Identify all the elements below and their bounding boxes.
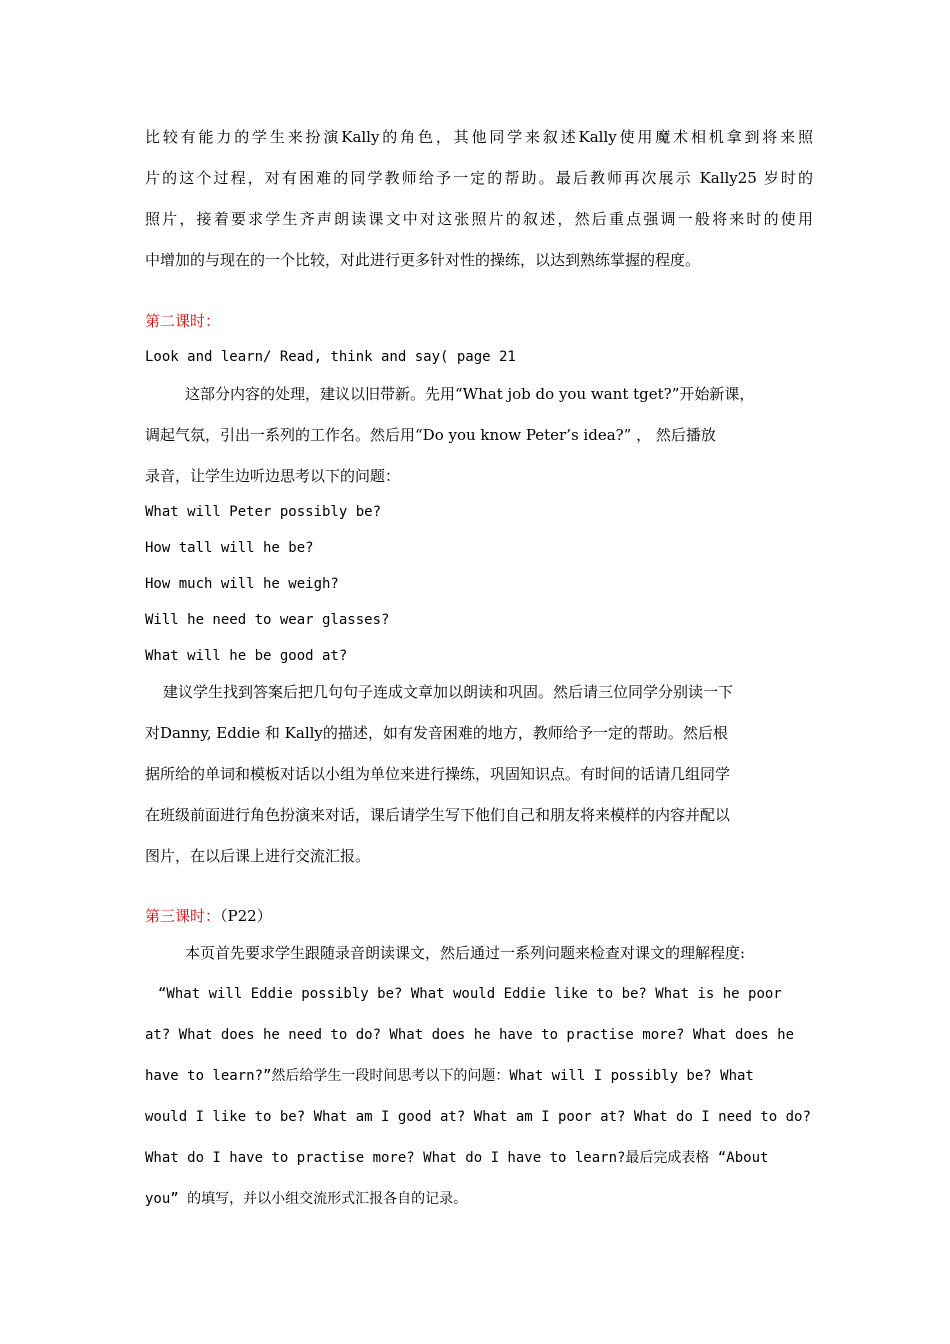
lesson2-body-line-1: 建议学生找到答案后把几句句子连成文章加以朗读和巩固。然后请三位同学分别读一下 [163, 683, 734, 701]
lesson2-question-2: How tall will he be? [145, 540, 314, 556]
lesson2-heading: 第二课时： [145, 312, 221, 330]
lesson3-heading-suffix: （P22） [220, 907, 272, 925]
lesson2-question-4: Will he need to wear glasses? [145, 612, 390, 628]
lesson3-heading-row [145, 906, 272, 926]
paragraph1-line-4: 中增加的与现在的一个比较，对此进行更多针对性的操练，以达到熟练掌握的程度。 [145, 251, 701, 269]
lesson3-line-5: would I like to be? What am I good at? What am I poor at? What do I need to do? [145, 1109, 811, 1125]
lesson2-question-1: What will Peter possibly be? [145, 504, 382, 520]
lesson2-question-5: What will he be good at? [145, 648, 348, 664]
lesson3-line-3: at? What does he need to do? What does he have to practise more? What does he [145, 1027, 795, 1043]
paragraph1-line-3: 照片，接着要求学生齐声朗读课文中对这张照片的叙述，然后重点强调一般将来时的使用 [145, 210, 813, 228]
lesson3-line-2: “What will Eddie possibly be? What would Eddie like to be? What is he poor [158, 986, 782, 1002]
lesson2-body-line-2: 对Danny, Eddie 和 Kally的描述，如有发音困难的地方，教师给予一定的帮助。然后根 [145, 724, 728, 742]
lesson3-heading: 第三课时： [145, 907, 221, 925]
lesson2-intro-line-2: 调起气氛，引出一系列的工作名。然后用“Do you know Peter’s idea?” ， 然后播放 [145, 426, 716, 444]
paragraph1-line-2: 片的这个过程，对有困难的同学教师给予一定的帮助。最后教师再次展示 Kally25 岁时的 [145, 169, 813, 187]
lesson2-body-line-5: 图片，在以后课上进行交流汇报。 [145, 847, 371, 865]
lesson3-line-4: have to learn?”然后给学生一段时间思考以下的问题：What will I possibly be? What [145, 1068, 754, 1084]
lesson2-question-3: How much will he weigh? [145, 576, 339, 592]
lesson3-line-6: What do I have to practise more? What do I have to learn?最后完成表格 “About [145, 1150, 769, 1166]
lesson3-line-1: 本页首先要求学生跟随录音朗读课文，然后通过一系列问题来检查对课文的理解程度: [185, 944, 746, 962]
lesson2-body-line-3: 据所给的单词和模板对话以小组为单位来进行操练，巩固知识点。有时间的话请几组同学 [145, 765, 731, 783]
lesson2-intro-line-3: 录音，让学生边听边思考以下的问题： [145, 467, 401, 485]
lesson2-body-line-4: 在班级前面进行角色扮演来对话，课后请学生写下他们自己和朋友将来模样的内容并配以 [145, 806, 731, 824]
lesson2-subheading: Look and learn/ Read, think and say( page 21 [145, 349, 516, 365]
paragraph1-line-1: 比较有能力的学生来扮演Kally的角色，其他同学来叙述Kally使用魔术相机拿到将来照 [145, 128, 813, 146]
lesson3-line-7: you” 的填写，并以小组交流形式汇报各自的记录。 [145, 1191, 468, 1207]
lesson2-intro-line-1: 这部分内容的处理，建议以旧带新。先用“What job do you want tget?”开始新课， [185, 385, 755, 403]
